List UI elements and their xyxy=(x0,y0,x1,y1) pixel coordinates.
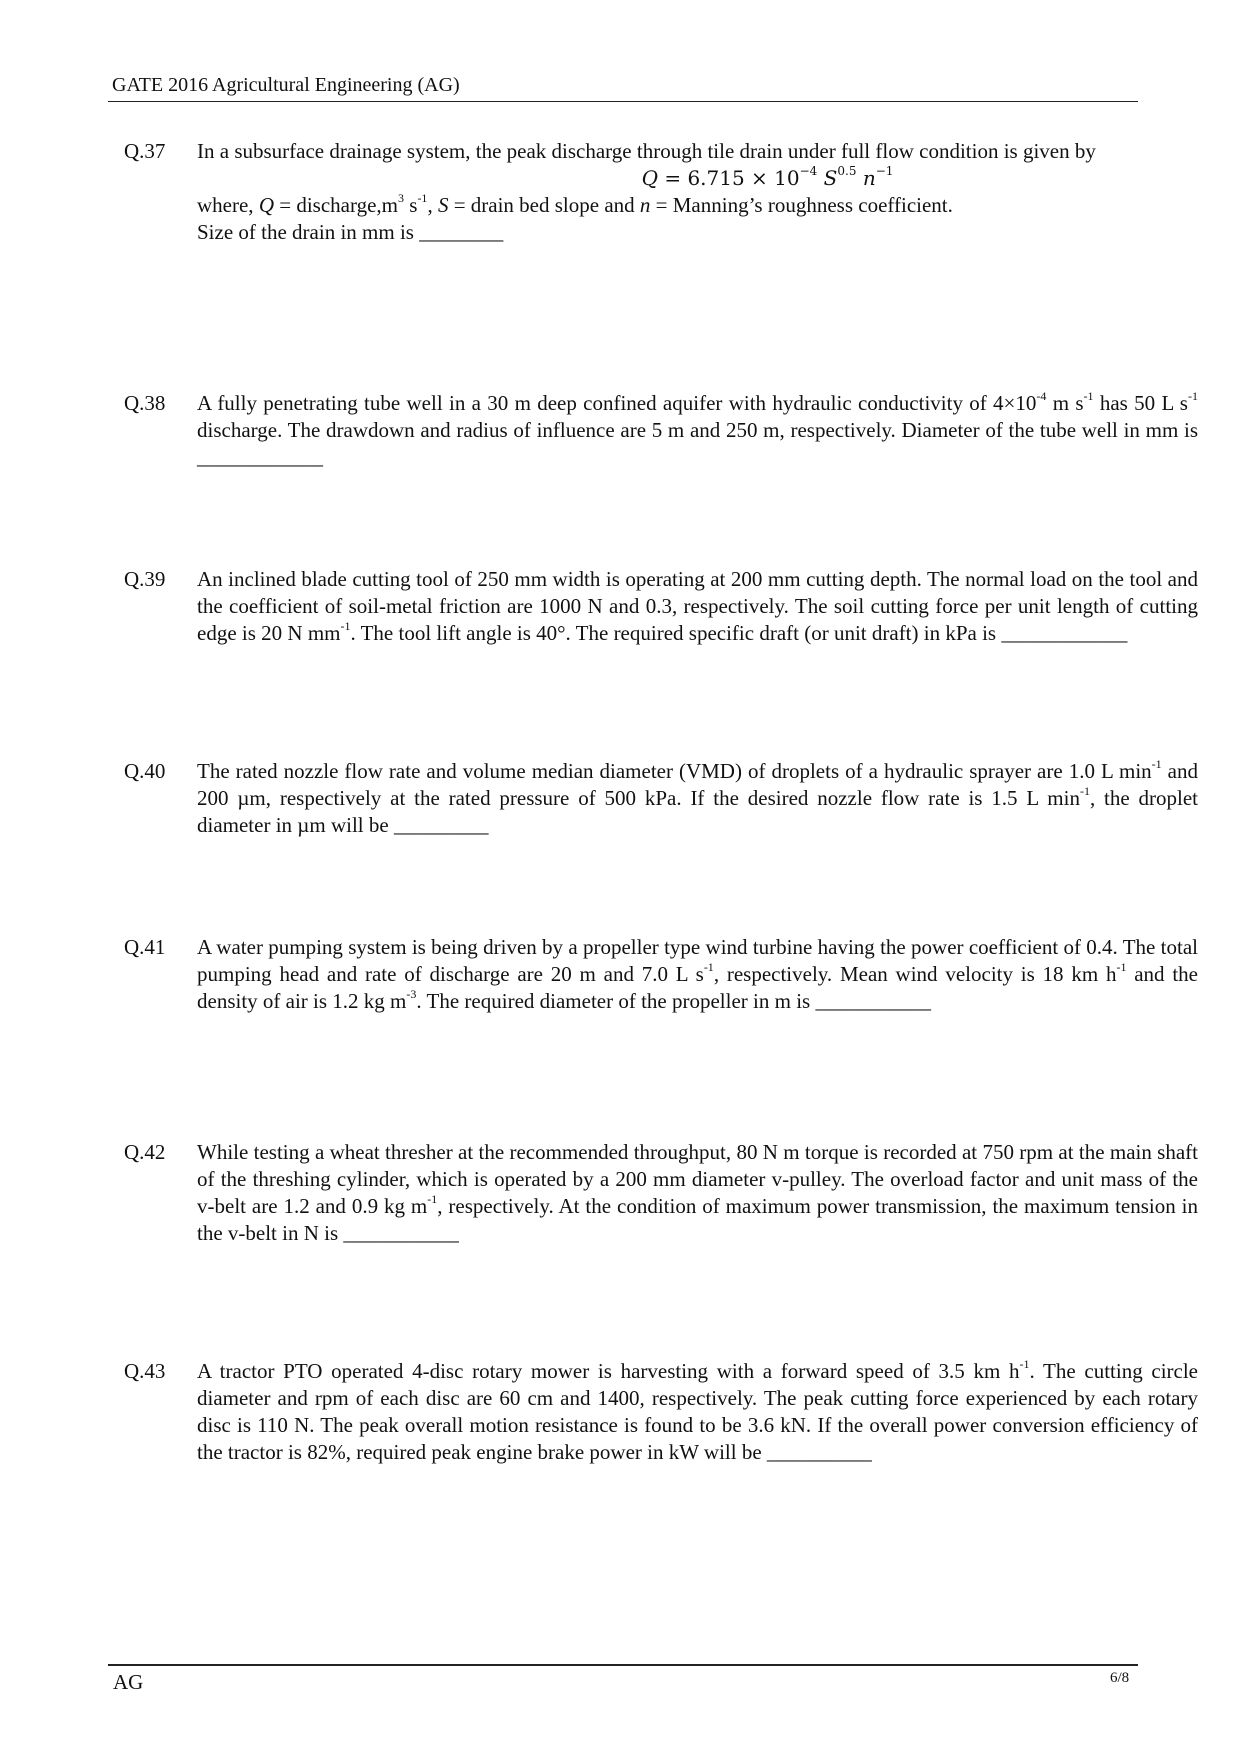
question-body xyxy=(197,390,1198,471)
discharge-formula: $Q = 6.715 \times 10^{-4}$ $S^{0.5}$ $n^{-1}$ xyxy=(641,164,894,190)
question-body xyxy=(197,566,1198,647)
question-text: An inclined blade cutting tool of 250 mm width is operating at 200 mm cutting depth. The normal load on the tool and the coefficient of soil-metal friction are 1000 N and 0.3, respectively. The soil cutting force per unit length of cutting edge is 20 N $mm^{-1}$. The tool lift angle is 40°. The required specific draft (or unit draft) in kPa is ____________ xyxy=(197,567,1198,645)
question-text: While testing a wheat thresher at the recommended throughput, 80 N m torque is recorded at 750 rpm at the main shaft of the threshing cylinder, which is operated by a 200 mm diameter v-pulley. The overload factor and unit mass of the v-belt are 1.2 and 0.9 kg $m^{-1}$, respectively. At the condition of maximum power transmission, the maximum tension in the v-belt in N is ___________ xyxy=(197,1140,1198,1245)
answer-prompt: Size of the drain in mm is ________ xyxy=(197,220,504,244)
footer-divider xyxy=(108,1664,1138,1666)
footer-paper-code: AG xyxy=(113,1670,144,1694)
question-text: A water pumping system is being driven by a propeller type wind turbine having the power coefficient of 0.4. The total pumping head and rate of discharge are 20 m and 7.0 L $s^{-1}$, respectively. Mean wind velocity is 18 km $h^{-1}$ and the density of air is 1.2 kg $m^{-3}$. The required diameter of the propeller in m is ___________ xyxy=(197,935,1198,1013)
question-body xyxy=(197,138,1198,246)
question-number: Q.42 xyxy=(124,1140,166,1164)
question-text: The rated nozzle flow rate and volume median diameter (VMD) of droplets of a hydraulic sprayer are 1.0 L $\min^{-1}$ and 200 µm, respectively at the rated pressure of 500 kPa. If the desired nozzle flow rate is 1.5 L $\min^{-1}$, the droplet diameter in µm will be _________ xyxy=(197,757,1199,837)
question-body xyxy=(197,1139,1198,1247)
question-text: A tractor PTO operated 4-disc rotary mower is harvesting with a forward speed of 3.5 km $h^{-1}$. The cutting circle diameter and rpm of each disc are 60 cm and 1400, respectively. The peak cutting force experienced by each rotary disc is 110 N. The peak overall motion resistance is found to be 3.6 kN. If the overall power conversion efficiency of the tractor is 82%, required peak engine brake power in kW will be __________ xyxy=(197,1357,1198,1464)
header-divider xyxy=(108,101,1138,102)
variable-definitions: where, $Q = discharge,m^3$ $s^{-1}$, S = drain bed slope and n = Manning’s roughness coefficient. xyxy=(197,191,953,217)
question-text: A fully penetrating tube well in a 30 m deep confined aquifer with hydraulic conductivity of $4\times 10^{-4}$ m $s^{-1}$ has 50 L $s^{-1}$ discharge. The drawdown and radius of influence are 5 m and 250 m, respectively. Diameter of the tube well in mm is ____________ xyxy=(197,389,1198,469)
question-text: In a subsurface drainage system, the peak discharge through tile drain under full flow condition is given by xyxy=(197,139,1096,163)
question-number: Q.39 xyxy=(124,567,166,591)
question-body xyxy=(197,934,1198,1015)
question-number: Q.41 xyxy=(124,935,166,959)
question-number: Q.37 xyxy=(124,139,166,163)
question-number: Q.43 xyxy=(124,1359,166,1383)
page-header-title: GATE 2016 Agricultural Engineering (AG) xyxy=(112,74,460,96)
question-body xyxy=(197,758,1198,839)
page-number: 6/8 xyxy=(1110,1670,1130,1686)
question-number: Q.38 xyxy=(124,391,166,415)
question-number: Q.40 xyxy=(124,759,166,783)
question-body xyxy=(197,1358,1198,1466)
